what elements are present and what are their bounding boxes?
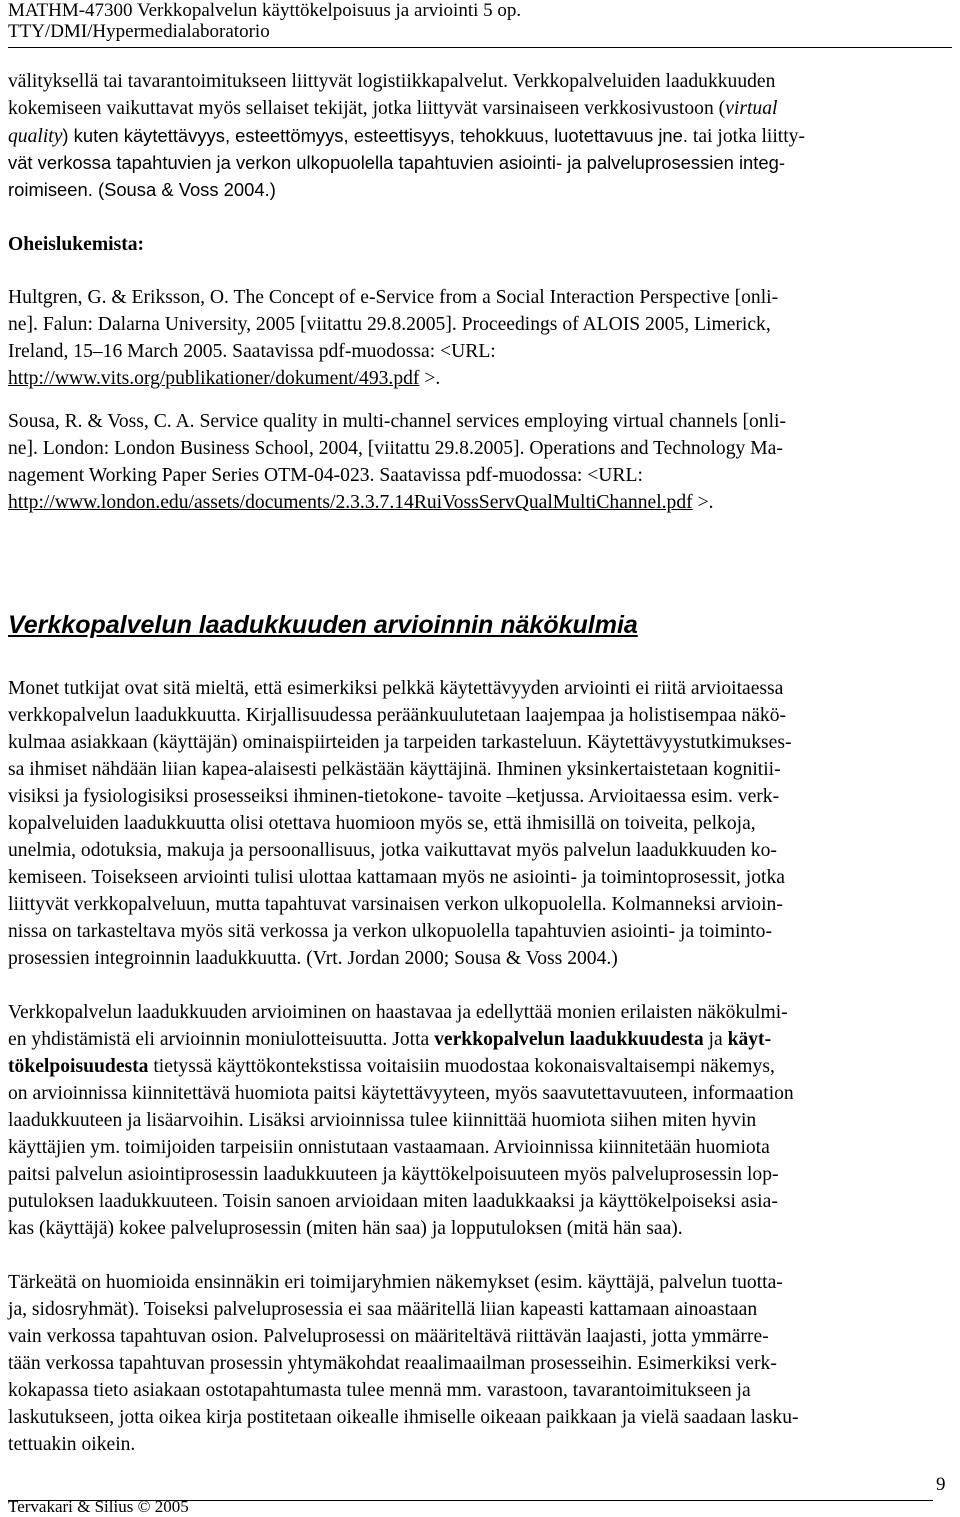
section-title: Verkkopalvelun laadukkuuden arvioinnin näkökulmia — [8, 611, 638, 639]
page-number: 9 — [936, 1474, 946, 1495]
text-line: Ireland, 15–16 March 2005. Saatavissa pdf-muodossa: <URL: — [8, 341, 496, 362]
paragraph — [8, 999, 952, 1242]
text-line: Verkkopalvelun laadukkuuden arvioiminen on haastavaa ja edellyttää monien erilaisten näkökulmi- — [8, 1002, 788, 1023]
footer-authors: Tervakari & Silius © 2005 — [8, 1497, 189, 1516]
further-reading-heading: Oheislukemista: — [8, 234, 145, 255]
text-line: nagement Working Paper Series OTM-04-023. Saatavissa pdf-muodossa: <URL: — [8, 465, 643, 486]
text-line — [8, 122, 952, 149]
italic-term: virtual — [725, 98, 778, 119]
body-text — [8, 675, 952, 1458]
text-line: tettuakin oikein. — [8, 1434, 136, 1455]
text-line — [8, 95, 952, 122]
text-line: visiksi ja fysiologisiksi prosesseiksi ihminen-tietokone- tavoite –ketjussa. Arvioitaessa esim. verk- — [8, 786, 780, 807]
text-line — [8, 1026, 952, 1053]
bold-term: käyt- — [727, 1029, 772, 1050]
reference-link[interactable]: http://www.london.edu/assets/documents/2.3.3.7.14RuiVossServQualMultiChannel.pdf — [8, 492, 693, 513]
reference-item — [8, 284, 952, 392]
text-line: käyttäjien ym. toimijoiden tarpeisiin onnistutaan vastaamaan. Arvioinnissa kiinnitetään huomiota — [8, 1137, 770, 1158]
reference-link[interactable]: http://www.vits.org/publikationer/dokument/493.pdf — [8, 368, 420, 389]
text-line: kopalveluiden laadukkuutta olisi otettava huomioon myös se, että ihmisillä on toiveita, pelkoja, — [8, 813, 756, 834]
text-line: tään verkossa tapahtuvan prosessin yhtymäkohdat reaalimaailman prosesseihin. Esimerkiksi verk- — [8, 1353, 777, 1374]
text-span: tietyssä käyttökontekstissa voitaisiin muodostaa kokonaisvaltaisempi näkemys, — [148, 1056, 775, 1077]
department-label: TTY/DMI/Hypermedialaboratorio — [8, 21, 270, 42]
text-line: ne]. London: London Business School, 2004, [viitattu 29.8.2005]. Operations and Technology Ma- — [8, 438, 783, 459]
header-divider — [8, 47, 952, 48]
text-line: Sousa, R. & Voss, C. A. Service quality in multi-channel services employing virtual channels [onli- — [8, 411, 787, 432]
paragraph — [8, 1269, 952, 1458]
text-line: kulmaa asiakkaan (käyttäjän) ominaispiirteiden ja tarpeiden tarkasteluun. Käytettävyystutkimukses- — [8, 732, 792, 753]
text-span: tai jotka liitty- — [688, 126, 805, 147]
bold-term: verkkopalvelun laadukkuudesta — [434, 1029, 704, 1050]
course-title: MATHM-47300 Verkkopalvelun käyttökelpoisuus ja arviointi 5 op. — [8, 0, 522, 21]
text-line: Hultgren, G. & Eriksson, O. The Concept of e-Service from a Social Interaction Perspective [onli- — [8, 287, 779, 308]
text-line: ne]. Falun: Dalarna University, 2005 [viitattu 29.8.2005]. Proceedings of ALOIS 2005, Limerick, — [8, 314, 771, 335]
text-line: paitsi palvelun asiointiprosessin laadukkuuteen ja käyttökelpoisuuteen myös palveluprosessin lop- — [8, 1164, 779, 1185]
text-line: kokapassa tieto asiakaan ostotapahtumasta tulee mennä mm. varastoon, tavarantoimitukseen ja — [8, 1380, 751, 1401]
text-line: prosessien integroinnin laadukkuutta. (Vrt. Jordan 2000; Sousa & Voss 2004.) — [8, 948, 618, 969]
text-line: vain verkossa tapahtuvan osion. Palveluprosessi on määriteltävä riittävän laajasti, jotta ymmärre- — [8, 1326, 769, 1347]
text-line: roimiseen. (Sousa & Voss 2004.) — [8, 179, 276, 200]
text-line — [8, 365, 952, 392]
reference-item — [8, 408, 952, 516]
text-line: liittyvät verkkopalveluun, mutta tapahtuvat varsinaisen verkon ulkopuolella. Kolmanneksi arvioin- — [8, 894, 783, 915]
text-line: verkkopalvelun laadukkuutta. Kirjallisuudessa peräänkuulutetaan laajempaa ja holistisempaa näkö- — [8, 705, 787, 726]
reference-list — [8, 284, 952, 516]
text-span: >. — [419, 368, 441, 389]
text-line: välityksellä tai tavarantoimitukseen liittyvät logistiikkapalvelut. Verkkopalveluiden laadukkuuden — [8, 71, 776, 92]
text-line: kas (käyttäjä) kokee palveluprosessin (miten hän saa) ja lopputuloksen (mitä hän saa). — [8, 1218, 683, 1239]
text-line — [8, 1053, 952, 1080]
text-line: sa ihmiset nähdään liian kapea-alaisesti pelkästään käyttäjinä. Ihminen yksinkertaistetaan kognitii- — [8, 759, 781, 780]
text-span: ) kuten käytettävyys, esteettömyys, esteettisyys, tehokkuus, luotettavuus jne. — [62, 125, 688, 146]
text-line: Tärkeätä on huomioida ensinnäkin eri toimijaryhmien näkemykset (esim. käyttäjä, palvelun tuotta- — [8, 1272, 783, 1293]
text-line: unelmia, odotuksia, makuja ja persoonallisuus, jotka vaikuttavat myös palvelun laadukkuuden ko- — [8, 840, 777, 861]
bold-term: tökelpoisuudesta — [8, 1056, 149, 1077]
paragraph — [8, 675, 952, 972]
text-line: putuloksen laadukkuuteen. Toisin sanoen arvioidaan miten laadukkaaksi ja käyttökelpoiseksi asia- — [8, 1191, 778, 1212]
text-line: nissa on tarkasteltava myös sitä verkossa ja verkon ulkopuolella tapahtuvien asiointi- ja toiminto- — [8, 921, 772, 942]
italic-term: quality — [8, 126, 63, 147]
text-line: vät verkossa tapahtuvien ja verkon ulkopuolella tapahtuvien asiointi- ja palveluprosessien integ- — [8, 152, 785, 173]
text-span: >. — [692, 492, 714, 513]
text-line: ja, sidosryhmät). Toiseksi palveluprosessia ei saa määritellä liian kapeasti kattamaan ainoastaan — [8, 1299, 758, 1320]
text-line: Monet tutkijat ovat sitä mieltä, että esimerkiksi pelkkä käytettävyyden arviointi ei riitä arvioitaessa — [8, 678, 784, 699]
text-span: en yhdistämistä eli arvioinnin moniulotteisuutta. Jotta — [8, 1029, 435, 1050]
text-line: laskutukseen, jotta oikea kirja postitetaan oikealle ihmiselle oikeaan paikkaan ja vielä saadaan lasku- — [8, 1407, 799, 1428]
text-span: ja — [703, 1029, 728, 1050]
page-header — [8, 0, 952, 42]
text-line: kemiseen. Toisekseen arviointi tulisi ulottaa kattamaan myös ne asiointi- ja toimintoprosessit, jotka — [8, 867, 785, 888]
text-line — [8, 489, 952, 516]
document-page — [8, 0, 952, 1517]
text-line: on arvioinnissa kiinnitettävä huomiota paitsi käytettävyyteen, myös saavutettavuuteen, informaation — [8, 1083, 794, 1104]
intro-paragraph — [8, 68, 952, 203]
text-line: laadukkuuteen ja lisäarvoihin. Lisäksi arvioinnissa tulee kiinnittää huomiota siihen miten hyvin — [8, 1110, 757, 1131]
text-span: kokemiseen vaikuttavat myös sellaiset tekijät, jotka liittyvät varsinaiseen verkkosivustoon ( — [8, 98, 726, 119]
